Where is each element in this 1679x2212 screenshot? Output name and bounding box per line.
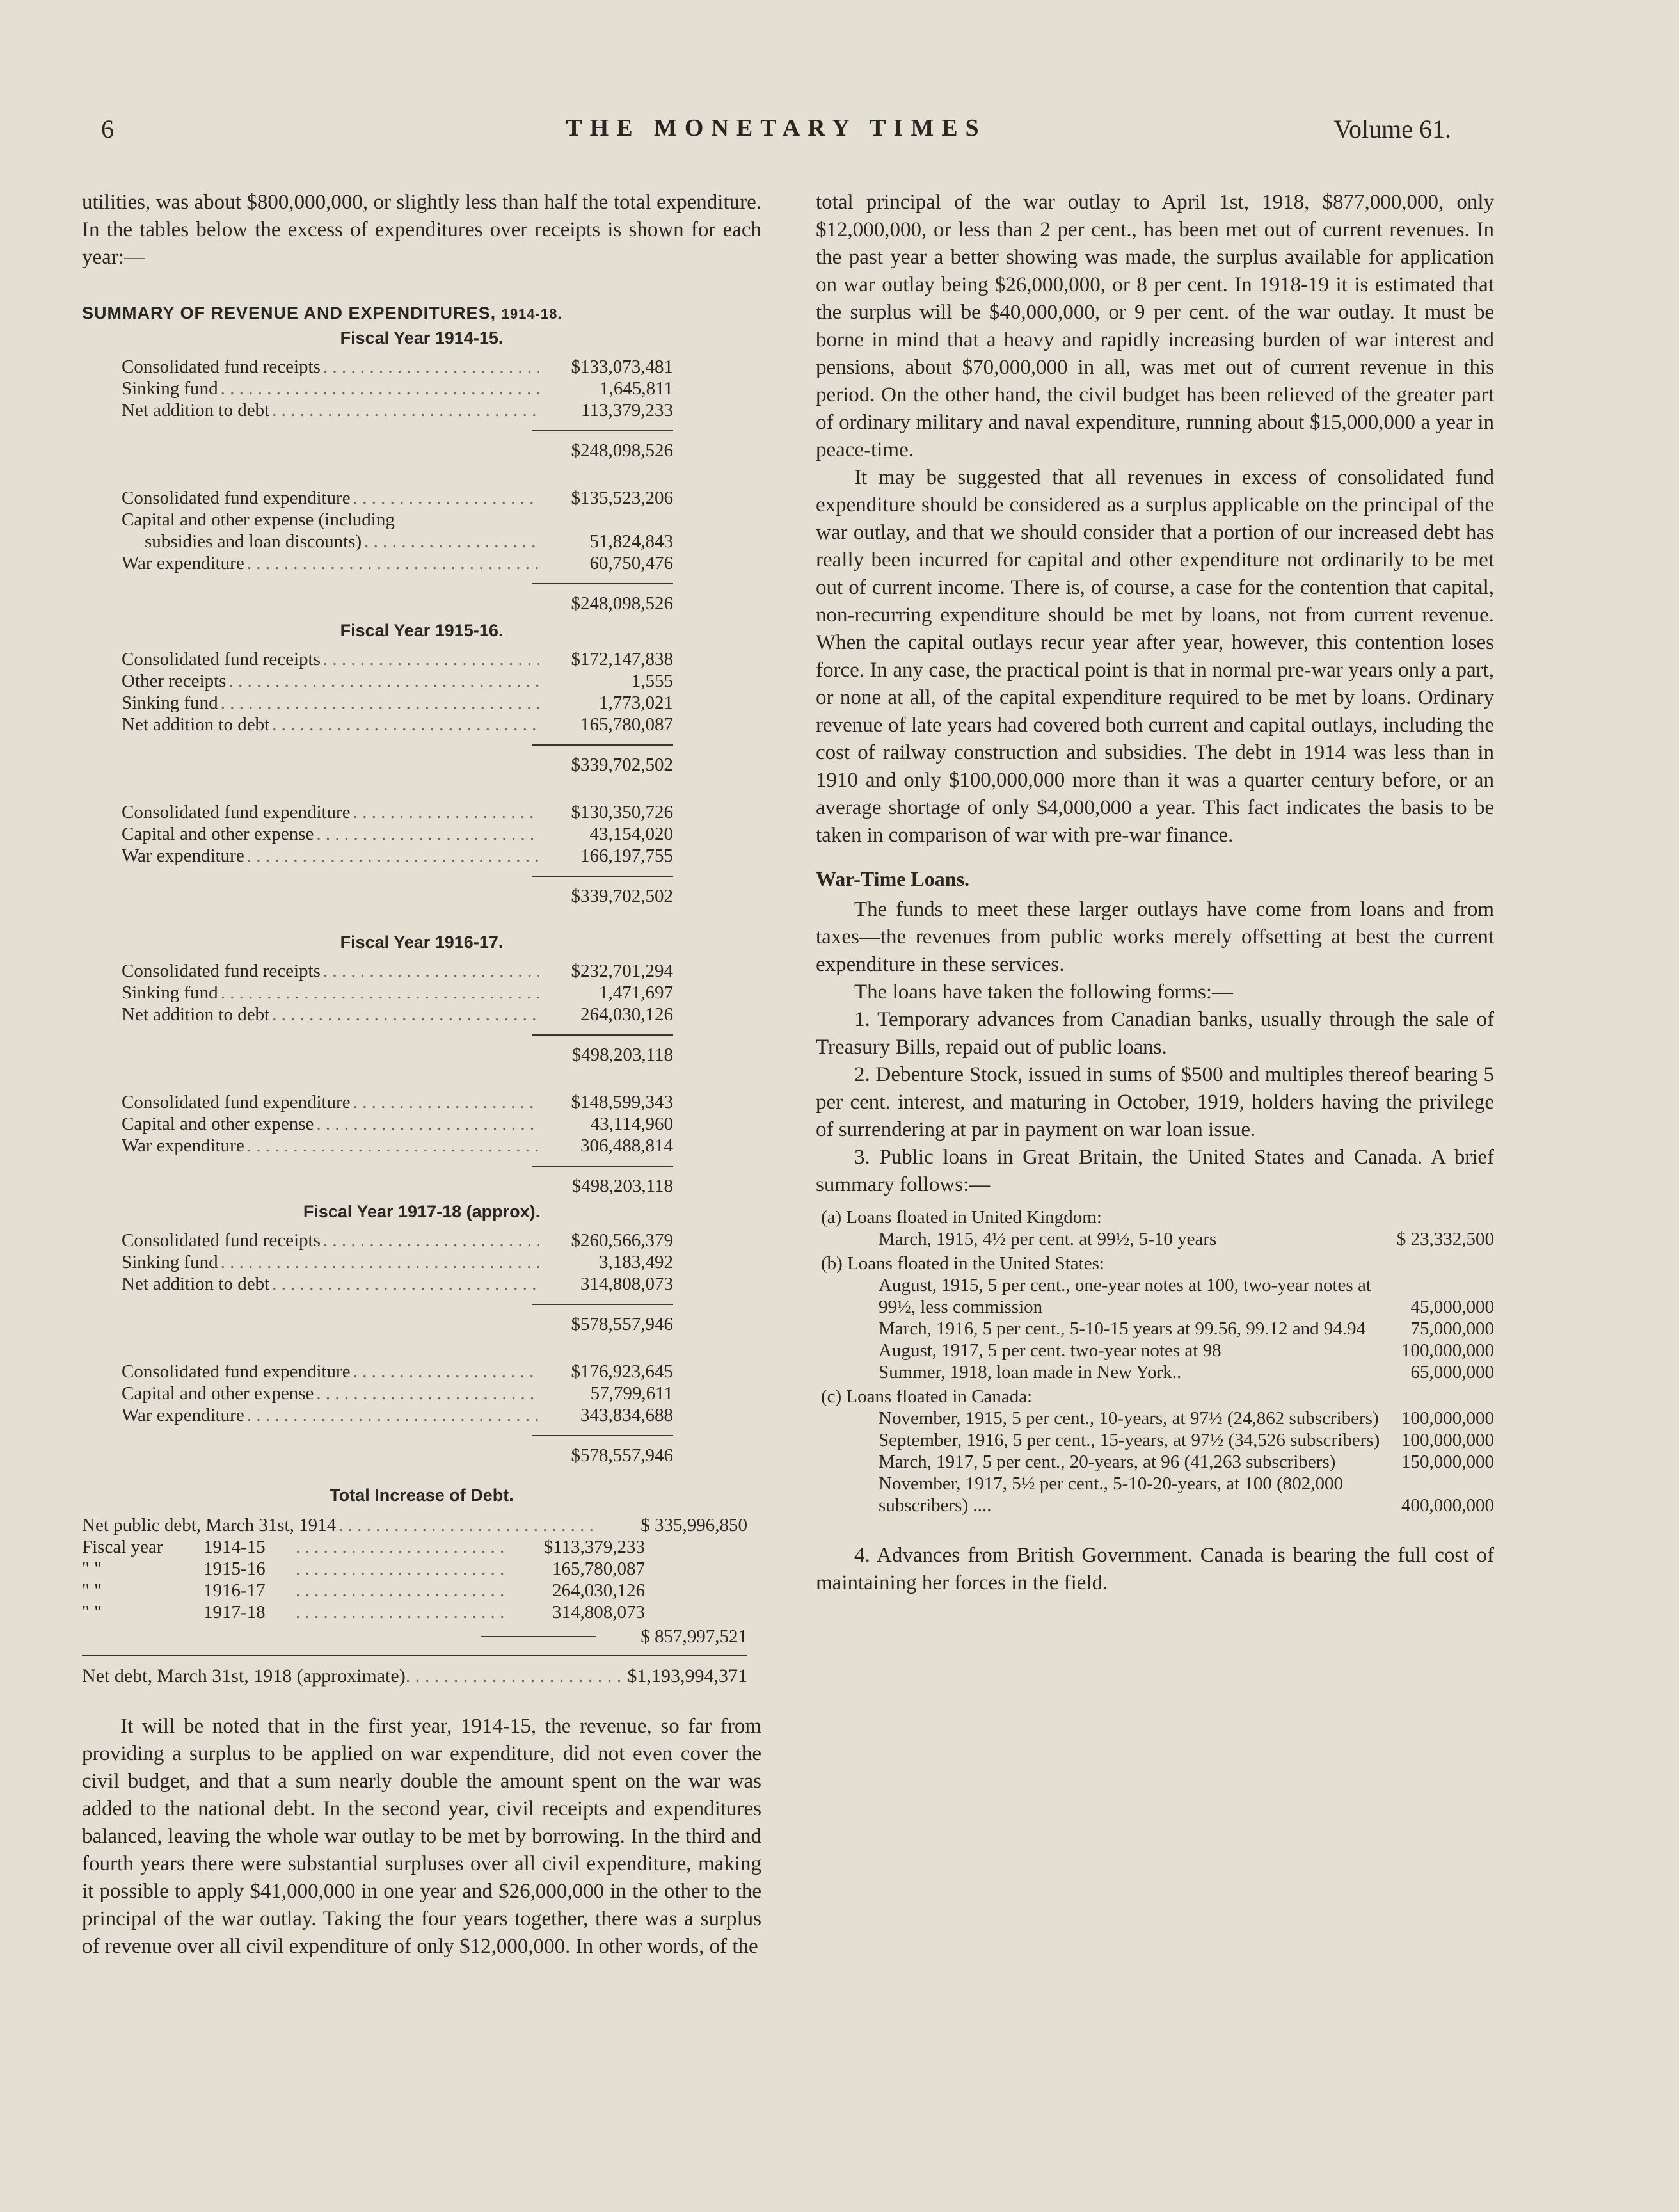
row-label: Net debt, March 31st, 1918 (approximate)	[82, 1665, 406, 1687]
row-amount: $232,701,294	[571, 961, 673, 981]
fiscal-year-heading: Fiscal Year 1914-15.	[340, 328, 504, 348]
row-label: Sinking fund	[122, 1252, 218, 1272]
paragraph: total principal of the war outlay to April 1st, 1918, $877,000,000, only $12,000,000, or less than 2 per cent., has been met out of current revenues. In the past year a better showing was made, the surplus available for application on war outlay being $26,000,000, or 8 per cent. In 1918-19 it is estimated that the surplus will be $40,000,000, or 9 per cent. of the war outlay. It must be borne in mind that a heavy and rapidly increasing burden of war interest and pensions, about $70,000,000 in all, was met out of current revenue in this period. On the other hand, the civil budget has been relieved of the greater part of ordinary military and naval expenditure, running about $15,000,000 a year in peace-time.	[816, 191, 1494, 461]
fiscal-year-table	[122, 1230, 673, 1466]
loan-amount: 400,000,000	[1401, 1495, 1494, 1516]
total-amount: $498,203,118	[532, 1034, 673, 1066]
table-row	[122, 399, 673, 421]
table-row	[122, 714, 673, 735]
row-label: Sinking fund	[122, 982, 218, 1003]
row-amount: 314,808,073	[580, 1274, 673, 1294]
list-item	[816, 1451, 1494, 1473]
fiscal-year-table	[122, 356, 673, 614]
loan-group-title: (a) Loans floated in United Kingdom:	[821, 1207, 1102, 1228]
row-amount: 264,030,126	[580, 1004, 673, 1025]
total-amount: $339,702,502	[532, 876, 673, 907]
volume-label: Volume 61.	[1333, 115, 1451, 143]
list-item	[816, 1429, 1494, 1451]
table-row	[122, 1251, 673, 1273]
row-label: Sinking fund	[122, 693, 218, 713]
paragraph: The loans have taken the following forms:—	[854, 981, 1234, 1004]
row-label: Net addition to debt	[122, 400, 270, 421]
row-amount: 51,824,843	[589, 531, 673, 552]
total-amount: $248,098,526	[532, 583, 673, 614]
table-row	[122, 1113, 673, 1135]
summary-heading-years: 1914-18.	[501, 306, 562, 322]
table-row	[82, 1514, 747, 1536]
row-prefix: " "	[82, 1602, 102, 1623]
rule	[481, 1636, 596, 1637]
row-label: Other receipts	[122, 671, 227, 691]
table-row	[82, 1580, 645, 1601]
list-item	[816, 1340, 1494, 1361]
table-row	[122, 1273, 673, 1295]
table-row	[122, 1004, 673, 1025]
loan-text: September, 1916, 5 per cent., 15-years, at 97½ (34,526 subscribers)	[879, 1430, 1380, 1450]
row-amount: 43,154,020	[589, 824, 673, 844]
loan-text: March, 1916, 5 per cent., 5-10-15 years at 99.56, 99.12 and 94.94	[879, 1318, 1366, 1339]
table-row	[122, 692, 673, 714]
table-row	[122, 1230, 673, 1251]
table-row	[122, 1404, 673, 1426]
right-column	[816, 189, 1494, 1597]
row-amount: 57,799,611	[590, 1383, 673, 1404]
fiscal-year-table	[122, 648, 673, 907]
total-row	[122, 430, 673, 461]
row-amount: 1,471,697	[599, 982, 673, 1003]
row-label: Consolidated fund receipts	[122, 357, 321, 377]
row-amount: $172,147,838	[571, 649, 673, 669]
loan-text: August, 1917, 5 per cent. two-year notes at 98	[879, 1340, 1221, 1361]
total-amount: $248,098,526	[532, 430, 673, 461]
table-row	[122, 1382, 673, 1404]
table-row	[122, 1361, 673, 1382]
paragraph: 2. Debenture Stock, issued in sums of $500 and multiples thereof bearing 5 per cent. interest, and maturing in October, 1919, holders having the privilege of surrendering at par in payment on war loan issue.	[816, 1063, 1494, 1141]
total-row	[122, 1435, 673, 1466]
left-column	[82, 189, 761, 1960]
row-label: War expenditure	[122, 1405, 244, 1425]
loan-amount: 45,000,000	[1410, 1297, 1494, 1317]
row-prefix: " "	[82, 1559, 102, 1579]
row-amount: $ 335,996,850	[641, 1515, 747, 1535]
paragraph: The funds to meet these larger outlays have come from loans and from taxes—the revenues from public works merely offsetting at best the current expenditure in these services.	[816, 898, 1494, 976]
row-year: 1917-18	[203, 1602, 266, 1623]
table-row	[122, 960, 673, 982]
row-amount: $113,379,233	[543, 1537, 645, 1557]
row-prefix: " "	[82, 1580, 102, 1601]
debt-table	[82, 1514, 747, 1687]
row-label-wrap: Capital and other expense (including	[122, 509, 395, 530]
row-amount: 165,780,087	[552, 1559, 645, 1579]
publication-title: THE MONETARY TIMES	[566, 115, 987, 141]
row-amount: 264,030,126	[552, 1580, 645, 1601]
table-row	[122, 670, 673, 692]
loan-amount: 65,000,000	[1410, 1362, 1494, 1382]
row-amount: 113,379,233	[581, 400, 673, 421]
row-amount: $1,193,994,371	[627, 1665, 747, 1687]
debt-heading: Total Increase of Debt.	[330, 1486, 514, 1505]
loan-amount: $ 23,332,500	[1396, 1229, 1494, 1249]
total-row	[122, 744, 673, 776]
row-year: 1914-15	[203, 1537, 266, 1557]
row-amount: 1,555	[631, 671, 673, 691]
row-label: War expenditure	[122, 1135, 244, 1156]
row-label: Net addition to debt	[122, 1004, 270, 1025]
fiscal-year-heading: Fiscal Year 1916-17.	[340, 933, 504, 952]
row-amount: 43,114,960	[590, 1114, 673, 1134]
row-label: Consolidated fund expenditure	[122, 1361, 351, 1382]
total-amount: $339,702,502	[532, 744, 673, 776]
paragraph: 3. Public loans in Great Britain, the United States and Canada. A brief summary follows:—	[816, 1146, 1494, 1196]
row-label: Capital and other expense	[122, 1114, 314, 1134]
list-item	[816, 1318, 1494, 1340]
row-label: Consolidated fund receipts	[122, 1230, 321, 1251]
row-label: War expenditure	[122, 846, 244, 866]
table-row	[82, 1601, 645, 1623]
row-amount: 166,197,755	[580, 846, 673, 866]
closing-paragraph: It will be noted that in the first year, 1914-15, the revenue, so far from providing a surplus to be applied on war expenditure, did not even cover the civil budget, and that a sum nearly double the amount spent on the war was added to the national debt. In the second year, civil receipts and expenditures balanced, leaving the whole war outlay to be met by borrowing. In the third and fourth years there were substantial surpluses over all civil expenditure, making it possible to apply $41,000,000 in one year and $26,000,000 in the other to the principal of the war outlay. Taking the four years together, there was a surplus of revenue over all civil expenditure of only $12,000,000. In other words, of the	[82, 1715, 761, 1958]
row-amount: 60,750,476	[589, 553, 673, 573]
page-header	[101, 114, 1451, 159]
row-label: War expenditure	[122, 553, 244, 573]
paragraph: 4. Advances from British Government. Canada is bearing the full cost of maintaining her forces in the field.	[816, 1544, 1494, 1594]
section-heading: War-Time Loans.	[816, 867, 970, 890]
table-row	[122, 823, 673, 845]
row-amount: 3,183,492	[599, 1252, 673, 1272]
row-amount: $135,523,206	[571, 488, 673, 508]
loan-amount: 75,000,000	[1410, 1318, 1494, 1339]
row-amount: 314,808,073	[552, 1602, 645, 1623]
row-amount: 343,834,688	[580, 1405, 673, 1425]
intro-paragraph: utilities, was about $800,000,000, or slightly less than half the total expenditure. In the tables below the excess of expenditures over receipts is shown for each year:—	[82, 191, 761, 269]
loan-text: August, 1915, 5 per cent., one-year notes at 100, two-year notes at 99½, less commission	[879, 1275, 1371, 1317]
loan-amount: 150,000,000	[1401, 1452, 1494, 1472]
row-label: Capital and other expense	[122, 824, 314, 844]
table-row	[122, 801, 673, 823]
table-row	[122, 845, 673, 867]
row-amount: $130,350,726	[571, 802, 673, 822]
row-label: Capital and other expense	[122, 1383, 314, 1404]
row-label: Net public debt, March 31st, 1914	[82, 1515, 337, 1535]
row-year: 1916-17	[203, 1580, 266, 1601]
row-amount: 1,645,811	[600, 378, 673, 399]
net-debt-row	[82, 1655, 747, 1687]
list-item	[816, 1473, 1494, 1516]
row-amount: 306,488,814	[580, 1135, 673, 1156]
paragraph: 1. Temporary advances from Canadian banks, usually through the sale of Treasury Bills, repaid out of public loans.	[816, 1008, 1494, 1059]
row-label: Consolidated fund expenditure	[122, 488, 351, 508]
loan-amount: 100,000,000	[1401, 1408, 1494, 1429]
table-row	[82, 1626, 747, 1647]
table-row	[122, 356, 673, 378]
row-label: Consolidated fund expenditure	[122, 802, 351, 822]
loan-group-title: (c) Loans floated in Canada:	[821, 1386, 1033, 1407]
loan-text: Summer, 1918, loan made in New York..	[879, 1362, 1182, 1382]
row-amount: 1,773,021	[599, 693, 673, 713]
loan-group	[816, 1386, 1494, 1516]
row-amount: $148,599,343	[571, 1092, 673, 1112]
row-label: Consolidated fund expenditure	[122, 1092, 351, 1112]
row-label: Consolidated fund receipts	[122, 961, 321, 981]
loans-list	[816, 1206, 1494, 1516]
total-row	[122, 1034, 673, 1066]
loan-text: March, 1917, 5 per cent., 20-years, at 96 (41,263 subscribers)	[879, 1452, 1336, 1472]
row-amount: $ 857,997,521	[641, 1626, 747, 1647]
list-item	[816, 1407, 1494, 1429]
loan-text: November, 1917, 5½ per cent., 5-10-20-years, at 100 (802,000 subscribers) ....	[879, 1473, 1344, 1516]
list-item	[816, 1274, 1494, 1318]
page-number: 6	[101, 115, 114, 143]
row-amount: 165,780,087	[580, 714, 673, 735]
total-row	[122, 583, 673, 614]
row-prefix: Fiscal year	[82, 1537, 163, 1557]
table-row	[122, 531, 673, 552]
row-amount: $133,073,481	[571, 357, 673, 377]
loan-text: March, 1915, 4½ per cent. at 99½, 5-10 years	[879, 1229, 1217, 1249]
loan-text: November, 1915, 5 per cent., 10-years, at 97½ (24,862 subscribers)	[879, 1408, 1379, 1429]
row-amount: $260,566,379	[571, 1230, 673, 1251]
row-label: Net addition to debt	[122, 1274, 270, 1294]
row-label: subsidies and loan discounts)	[145, 531, 362, 552]
table-row	[82, 1558, 645, 1580]
row-amount: $176,923,645	[571, 1361, 673, 1382]
list-item	[816, 1361, 1494, 1383]
table-row	[122, 487, 673, 509]
table-row	[122, 1135, 673, 1157]
loan-group	[816, 1253, 1494, 1383]
table-row	[122, 378, 673, 399]
total-row	[122, 1166, 673, 1197]
summary-heading-text: SUMMARY OF REVENUE AND EXPENDITURES,	[82, 303, 497, 323]
row-label: Consolidated fund receipts	[122, 649, 321, 669]
fiscal-year-heading: Fiscal Year 1917-18 (approx).	[303, 1202, 541, 1221]
total-row	[122, 1304, 673, 1335]
table-row	[122, 982, 673, 1004]
row-year: 1915-16	[203, 1559, 266, 1579]
loan-amount: 100,000,000	[1401, 1340, 1494, 1361]
total-row	[122, 876, 673, 907]
loan-group-title: (b) Loans floated in the United States:	[821, 1253, 1104, 1274]
loan-group	[816, 1206, 1494, 1250]
row-label: Net addition to debt	[122, 714, 270, 735]
fiscal-year-heading: Fiscal Year 1915-16.	[340, 621, 504, 640]
table-row	[122, 552, 673, 574]
debt-year-rows	[82, 1536, 645, 1623]
loan-amount: 100,000,000	[1401, 1430, 1494, 1450]
paragraph: It may be suggested that all revenues in excess of consolidated fund expenditure should be considered as a surplus applicable on the principal of the war outlay, and that we should consider that a portion of our increased debt has really been incurred for capital and other expenditure not ordinarily to be met out of current income. There is, of course, a case for the contention that capital, non-recurring expenditure should be met by loans, not from current revenue. When the capital outlays recur year after year, however, this contention loses force. In any case, the practical point is that in normal pre-war years only a part, or none at all, of the capital expenditure required to be met by loans. Ordinary revenue of late years had covered both current and capital outlays, including the cost of railway construction and subsidies. The debt in 1914 was less than in 1910 and only $100,000,000 more than it was a quarter century before, or an average shortage of only $4,000,000 a year. This fact indicates the basis to be taken in comparison of war with pre-war finance.	[816, 466, 1494, 847]
list-item	[816, 1228, 1494, 1250]
summary-heading	[82, 303, 761, 323]
total-amount: $578,557,946	[532, 1304, 673, 1335]
table-row	[82, 1536, 645, 1558]
fiscal-year-table	[122, 960, 673, 1197]
total-amount: $498,203,118	[532, 1166, 673, 1197]
row-label: Sinking fund	[122, 378, 218, 399]
total-amount: $578,557,946	[532, 1435, 673, 1466]
table-row	[122, 648, 673, 670]
table-row	[122, 1091, 673, 1113]
